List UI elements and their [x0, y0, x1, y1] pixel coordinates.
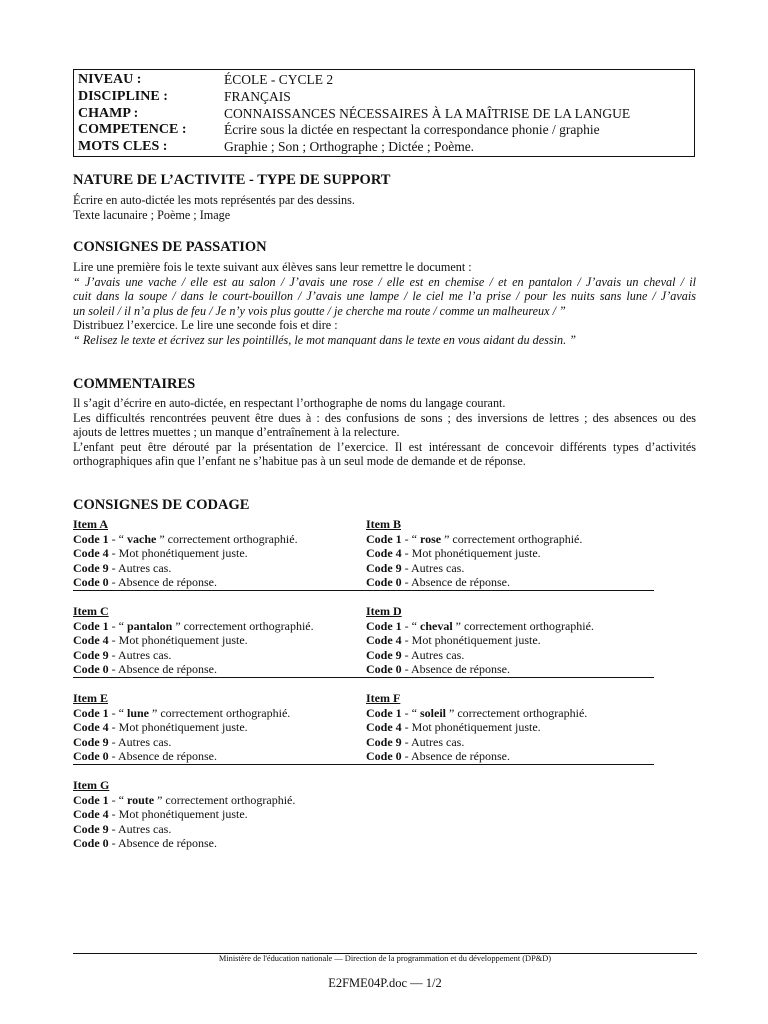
code-1-line: Code 1 - “ cheval ” correctement orthographié. — [366, 618, 594, 633]
code-9-line: Code 9 - Autres cas. — [366, 647, 465, 662]
header-value: Graphie ; Son ; Orthographe ; Dictée ; Poème. — [224, 139, 475, 155]
header-key: MOTS CLES : — [78, 139, 168, 155]
coding-item-d — [366, 604, 594, 677]
coding-item-f — [366, 691, 587, 764]
header-key: COMPETENCE : — [78, 122, 187, 138]
header-row-mots-cles — [78, 139, 694, 156]
item-title: Item F — [366, 691, 401, 705]
code-0-line: Code 0 - Absence de réponse. — [73, 662, 217, 676]
code-4-line: Code 4 - Mot phonétiquement juste. — [73, 546, 248, 560]
item-title: Item C — [73, 604, 109, 618]
code-0-line: Code 0 - Absence de réponse. — [73, 575, 217, 589]
section-title-passation: CONSIGNES DE PASSATION — [73, 239, 267, 255]
item-title: Item G — [73, 778, 110, 792]
item-title: Item A — [73, 517, 108, 531]
header-row-champ — [78, 106, 694, 123]
section-title-nature: NATURE DE L’ACTIVITE - TYPE DE SUPPORT — [73, 172, 391, 188]
poem-line: un soleil / il n’a plus de feu / Je n’y vois plus goutte / je cherche ma route / comme un malheureux / ” — [73, 303, 566, 318]
commentaires-text — [73, 396, 696, 469]
code-1-line: Code 1 - “ lune ” correctement orthographié. — [73, 705, 291, 720]
header-key: CHAMP : — [78, 105, 139, 121]
code-1-line: Code 1 - “ pantalon ” correctement orthographié. — [73, 618, 314, 633]
section-title-codage: CONSIGNES DE CODAGE — [73, 497, 250, 513]
code-0-line: Code 0 - Absence de réponse. — [366, 575, 510, 589]
poem-line: cuit dans la soupe / dans le court-bouillon / J’avais une lampe / le ciel me l’a prise / pour les nuits sans lune / J’avais — [73, 289, 696, 304]
header-row-discipline — [78, 89, 694, 106]
footer-page-number: E2FME04P.doc — 1/2 — [328, 976, 442, 990]
header-value: CONNAISSANCES NÉCESSAIRES À LA MAÎTRISE DE LA LANGUE — [224, 105, 631, 121]
commentaire-line: Les difficultés rencontrées peuvent être dues à : des confusions de sons ; des inversions de lettres ; des absences ou des — [73, 410, 696, 425]
code-9-line: Code 9 - Autres cas. — [366, 560, 465, 575]
code-1-line: Code 1 - “ rose ” correctement orthographié. — [366, 531, 583, 546]
code-9-line: Code 9 - Autres cas. — [73, 647, 172, 662]
code-4-line: Code 4 - Mot phonétiquement juste. — [73, 720, 248, 734]
divider — [73, 590, 654, 591]
divider — [73, 764, 654, 765]
header-key: DISCIPLINE : — [78, 88, 168, 104]
header-value: ÉCOLE - CYCLE 2 — [224, 72, 334, 87]
commentaire-line: L’enfant peut être dérouté par la présentation de l’exercice. Il est intéressant de concevoir différents types d’activités — [73, 439, 696, 454]
coding-item-c — [73, 604, 314, 677]
coding-item-e — [73, 691, 290, 764]
code-9-line: Code 9 - Autres cas. — [366, 734, 465, 749]
header-row-competence — [78, 122, 694, 139]
header-key: NIVEAU : — [78, 72, 142, 87]
passation-text — [73, 260, 696, 348]
header-value: Écrire sous la dictée en respectant la correspondance phonie / graphie — [224, 122, 600, 138]
code-9-line: Code 9 - Autres cas. — [73, 560, 172, 575]
code-0-line: Code 0 - Absence de réponse. — [73, 749, 217, 763]
commentaire-line: Il s’agit d’écrire en auto-dictée, en respectant l’orthographe de noms du langage courant. — [73, 396, 506, 410]
code-4-line: Code 4 - Mot phonétiquement juste. — [366, 546, 541, 560]
item-title: Item E — [73, 691, 108, 705]
code-4-line: Code 4 - Mot phonétiquement juste. — [366, 720, 541, 734]
nature-line: Écrire en auto-dictée les mots représentés par des dessins. — [73, 193, 355, 207]
passation-quote: “ Relisez le texte et écrivez sur les pointillés, le mot manquant dans le texte en vous aidant du dessin. ” — [73, 332, 576, 347]
code-9-line: Code 9 - Autres cas. — [73, 734, 172, 749]
item-title: Item B — [366, 517, 401, 531]
commentaire-line: orthographiques afin que l’enfant ne s’habitue pas à un seul mode de demande et de réponse. — [73, 454, 526, 469]
footer-ministry: Ministère de l'éducation nationale — Direction de la programmation et du développement (DP&D) — [218, 954, 552, 963]
coding-item-a — [73, 517, 298, 590]
code-1-line: Code 1 - “ soleil ” correctement orthographié. — [366, 705, 588, 720]
coding-item-g — [73, 778, 295, 851]
passation-intro: Lire une première fois le texte suivant aux élèves sans leur remettre le document : — [73, 260, 472, 274]
header-value: FRANÇAIS — [224, 88, 291, 104]
nature-line: Texte lacunaire ; Poème ; Image — [73, 207, 231, 222]
commentaire-line: ajouts de lettres muettes ; un manque d’entraînement à la relecture. — [73, 425, 400, 440]
passation-instruction: Distribuez l’exercice. Le lire une seconde fois et dire : — [73, 318, 338, 333]
header-row-niveau — [78, 72, 694, 89]
poem-line: “ J’avais une vache / elle est au salon / J’avais une rose / elle est en chemise / et en pantalon / J’avais un cheval / il — [73, 274, 696, 289]
code-4-line: Code 4 - Mot phonétiquement juste. — [366, 633, 541, 647]
code-4-line: Code 4 - Mot phonétiquement juste. — [73, 633, 248, 647]
code-4-line: Code 4 - Mot phonétiquement juste. — [73, 807, 248, 821]
coding-item-b — [366, 517, 582, 590]
header-table — [73, 69, 695, 157]
section-title-commentaires: COMMENTAIRES — [73, 376, 196, 392]
item-title: Item D — [366, 604, 402, 618]
code-1-line: Code 1 - “ vache ” correctement orthographié. — [73, 531, 298, 546]
code-0-line: Code 0 - Absence de réponse. — [366, 662, 510, 676]
code-0-line: Code 0 - Absence de réponse. — [73, 836, 217, 850]
code-9-line: Code 9 - Autres cas. — [73, 821, 172, 836]
divider — [73, 677, 654, 678]
nature-text — [73, 193, 696, 222]
code-0-line: Code 0 - Absence de réponse. — [366, 749, 510, 763]
code-1-line: Code 1 - “ route ” correctement orthographié. — [73, 792, 296, 807]
